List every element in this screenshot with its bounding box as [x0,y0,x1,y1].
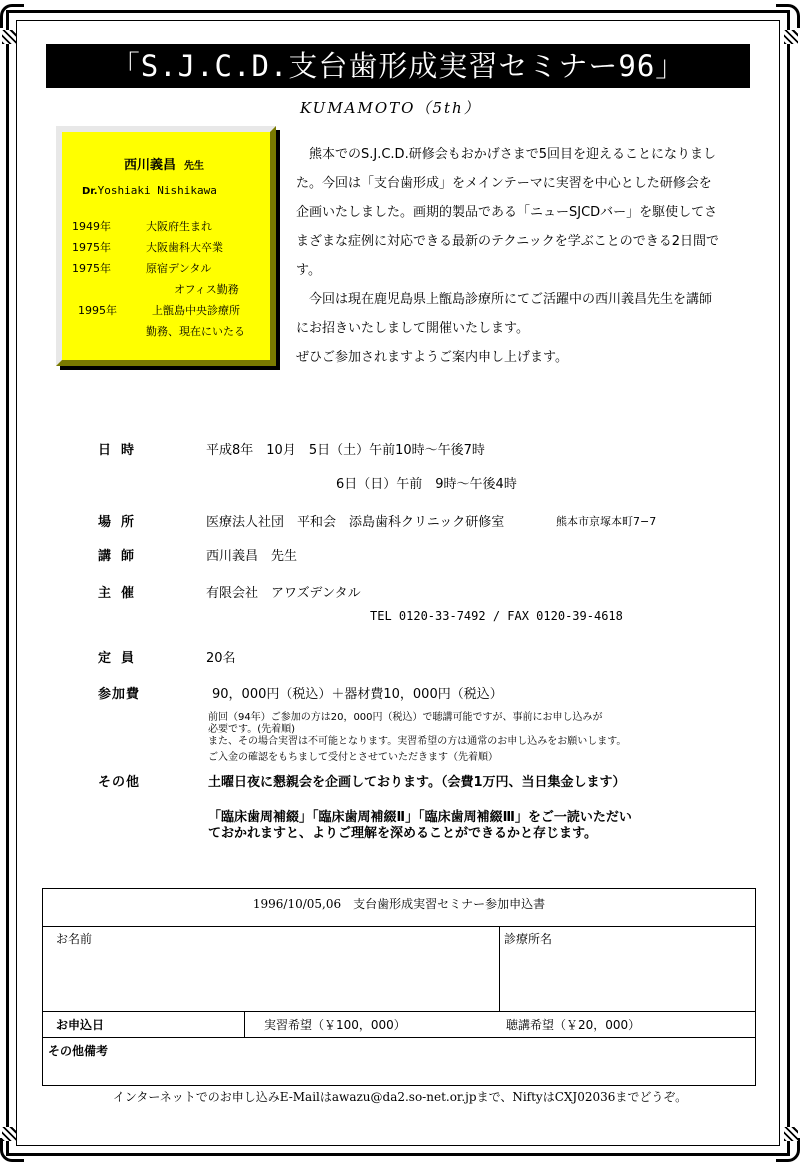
venue-value: 医療法人社団 平和会 添島歯科クリニック研修室 [206,515,505,530]
history-text: 大阪歯科大卒業 [146,241,223,254]
capacity-value: 20名 [206,651,236,666]
lecturer-roman-name-text: Yoshiaki Nishikawa [97,184,217,197]
venue-label: 場所 [98,515,145,530]
form-clinic-label: 診療所名 [504,932,553,946]
history-text: 大阪府生まれ [146,220,212,233]
history-text: 上甑島中央診療所 [152,304,240,317]
corner-ornament-top-right [776,4,800,28]
fee-label: 参加費 [98,687,141,702]
intro-paragraph: 今回は現在鹿児島県上甑島診療所にてご活躍中の西川義昌先生を講師にお招きいたしまして開催いたします。 [296,292,713,336]
fee-note: ご入金の確認をもちまして受付とさせていただきます（先着順） [208,752,498,763]
date-value: 平成8年 10月 5日（土）午前10時〜午後7時 [206,443,485,458]
form-border [42,1085,756,1086]
organizer-value: 有限会社 アワズデンタル [206,586,361,601]
history-text: オフィス勤務 [174,283,239,296]
hatch-ornament [784,30,798,44]
lecturer-title-prefix: Dr. [82,186,98,197]
history-year: 1975年 [72,241,111,254]
intro-text [296,140,724,372]
other-reading: ておかれますと、よりご理解を深めることができるかと存じます。 [208,826,597,841]
footer-contact: インターネットでのお申し込みE-Mailはawazu@da2.so-net.or.jpまで、NiftyはCXJ02036までどうぞ。 [112,1090,688,1104]
corner-ornament-top-left [0,4,24,28]
history-text: 原宿デンタル [146,262,212,275]
form-border [755,888,756,1086]
seminar-title: 「S.J.C.D.支台歯形成実習セミナー96」 [46,44,750,88]
form-remarks-field[interactable] [48,1058,750,1082]
form-divider [42,926,756,927]
intro-paragraph: 熊本でのS.J.C.D.研修会もおかげさまで5回目を迎えることになりました。今回は「支台歯形成」をメインテーマに実習を中心とした研修会を企画いたしました。画期的製品である「ニューSJCDバー」を駆使してさまざまな症例に対応できる最新のテクニックを学ぶことのできる2日間です。 [296,147,719,278]
fee-note: また、その場合実習は不可能となります。実習希望の方は通常のお申し込みをお願いします。 [208,736,627,747]
history-year: 1949年 [72,220,111,233]
lecturer-value: 西川義昌 先生 [206,549,298,564]
organizer-label: 主催 [98,586,145,601]
hatch-ornament [2,30,16,44]
other-value: 土曜日夜に懇親会を企画しております。（会費1万円、当日集金します） [208,775,626,790]
lecturer-roman-name [82,184,217,197]
corner-ornament-bottom-left [0,1138,24,1162]
form-practice-option[interactable]: 実習希望（￥100，000） [264,1018,406,1032]
form-remarks-label: その他備考 [48,1044,109,1058]
capacity-label: 定員 [98,651,145,666]
form-divider [42,1037,756,1038]
form-name-label: お名前 [56,932,93,946]
fee-note: 前回（94年）ご参加の方は20，000円（税込）で聴講可能ですが、事前にお申し込みが [208,712,603,723]
lecturer-label: 講師 [98,549,145,564]
lecturer-name-text: 西川義昌 [124,158,177,173]
form-date-field[interactable] [130,1013,240,1035]
lecturer-profile-card [56,126,276,366]
hatch-ornament [784,1127,798,1141]
date-value-day2: 6日（日）午前 9時〜午後4時 [336,477,517,492]
form-divider [499,926,500,1012]
lecturer-name [124,154,204,173]
other-reading: 「臨床歯周補綴」「臨床歯周補綴Ⅱ」「臨床歯周補綴Ⅲ」をご一読いただい [208,810,632,825]
intro-paragraph: ぜひご参加されますようご案内申し上げます。 [296,350,568,365]
hatch-ornament [2,1127,16,1141]
corner-ornament-bottom-right [776,1138,800,1162]
lecturer-honorific: 先生 [184,161,205,172]
form-divider [42,1011,756,1012]
form-title: 1996/10/05,06 支台歯形成実習セミナー参加申込書 [252,897,546,911]
venue-address: 熊本市京塚本町7−7 [556,515,657,528]
seminar-subtitle: KUMAMOTO（5th） [300,99,481,117]
history-year: 1995年 [78,304,117,317]
history-year: 1975年 [72,262,111,275]
other-label: その他 [98,775,141,790]
date-label: 日時 [98,443,145,458]
form-clinic-field[interactable] [504,948,750,1006]
organizer-contact: TEL 0120-33-7492 / FAX 0120-39-4618 [370,609,623,623]
form-date-label: お申込日 [56,1018,105,1032]
fee-value: 90，000円（税込）＋器材費10，000円（税込） [212,687,503,702]
form-audit-option[interactable]: 聴講希望（￥20，000） [506,1018,641,1032]
history-text: 勤務、現在にいたる [146,325,245,338]
form-divider [244,1011,245,1038]
fee-note: 必要です。(先着順) [208,724,296,735]
form-name-field[interactable] [48,948,494,1006]
form-border [42,888,756,889]
form-border [42,888,43,1086]
